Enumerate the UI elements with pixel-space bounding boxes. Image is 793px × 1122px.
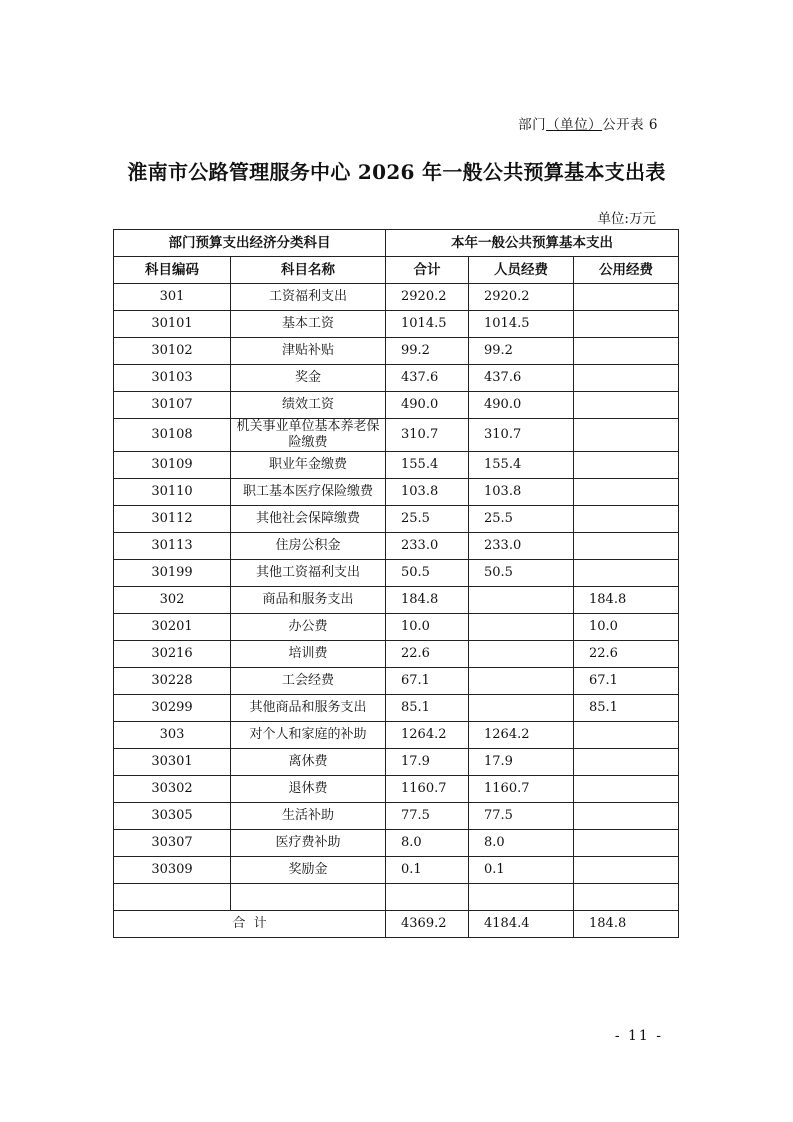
table-row [114,830,679,857]
cell-name: 其他商品和服务支出 [231,695,386,722]
budget-table [113,229,679,938]
cell-personnel [469,668,574,695]
cell-public [574,560,679,587]
cell-public [574,452,679,479]
cell-public [574,284,679,311]
cell-total: 437.6 [386,365,469,392]
cell-public [574,365,679,392]
cell-code: 30199 [114,560,231,587]
cell-code: 30228 [114,668,231,695]
cell-name: 住房公积金 [231,533,386,560]
cell-code: 30299 [114,695,231,722]
cell-code: 30109 [114,452,231,479]
table-body [114,284,679,911]
cell-personnel: 1264.2 [469,722,574,749]
group-header-row [114,230,679,257]
cell-name: 职业年金缴费 [231,452,386,479]
cell-personnel: 99.2 [469,338,574,365]
cell-total: 310.7 [386,419,469,452]
cell-personnel: 50.5 [469,560,574,587]
cell-code: 30102 [114,338,231,365]
cell-public [574,419,679,452]
table-row [114,338,679,365]
cell-total: 2920.2 [386,284,469,311]
table-row [114,884,679,911]
cell-code: 30302 [114,776,231,803]
column-header-personnel: 人员经费 [469,257,574,284]
cell-code: 30307 [114,830,231,857]
cell-total [386,884,469,911]
cell-code: 30108 [114,419,231,452]
cell-name: 其他工资福利支出 [231,560,386,587]
cell-personnel: 103.8 [469,479,574,506]
cell-public [574,884,679,911]
unit-label: 单位:万元 [597,211,656,227]
cell-code: 302 [114,587,231,614]
cell-name: 奖金 [231,365,386,392]
cell-total: 184.8 [386,587,469,614]
cell-code: 30309 [114,857,231,884]
cell-total: 22.6 [386,641,469,668]
table-row [114,506,679,533]
cell-personnel: 310.7 [469,419,574,452]
cell-name: 职工基本医疗保险缴费 [231,479,386,506]
cell-personnel: 155.4 [469,452,574,479]
form-label-suffix: 公开表 6 [602,117,658,133]
table-row [114,695,679,722]
cell-total: 77.5 [386,803,469,830]
cell-public [574,338,679,365]
cell-code: 30301 [114,749,231,776]
cell-name: 办公费 [231,614,386,641]
cell-total: 8.0 [386,830,469,857]
cell-code: 30201 [114,614,231,641]
table-row [114,419,679,452]
column-header-row [114,257,679,284]
table-row [114,749,679,776]
form-label [518,113,658,133]
table-row [114,776,679,803]
cell-code: 30113 [114,533,231,560]
cell-code: 301 [114,284,231,311]
cell-public [574,722,679,749]
table-row [114,452,679,479]
cell-public [574,479,679,506]
cell-public [574,776,679,803]
cell-code: 30101 [114,311,231,338]
table-row [114,587,679,614]
group-header-basic-expenditure: 本年一般公共预算基本支出 [386,230,679,257]
cell-personnel: 17.9 [469,749,574,776]
cell-public: 22.6 [574,641,679,668]
cell-public [574,749,679,776]
cell-total: 1014.5 [386,311,469,338]
cell-name [231,884,386,911]
cell-personnel: 1160.7 [469,776,574,803]
document-title: 淮南市公路管理服务中心 2026 年一般公共预算基本支出表 [127,160,666,184]
table-row [114,365,679,392]
cell-public [574,803,679,830]
cell-name: 机关事业单位基本养老保险缴费 [231,419,386,452]
cell-name: 工资福利支出 [231,284,386,311]
cell-code [114,884,231,911]
cell-total: 85.1 [386,695,469,722]
cell-name: 基本工资 [231,311,386,338]
cell-public: 184.8 [574,587,679,614]
cell-name: 离休费 [231,749,386,776]
table-row [114,668,679,695]
cell-total: 25.5 [386,506,469,533]
total-sum: 4369.2 [386,911,469,938]
cell-total: 490.0 [386,392,469,419]
cell-total: 155.4 [386,452,469,479]
cell-code: 30110 [114,479,231,506]
cell-name: 工会经费 [231,668,386,695]
cell-public [574,392,679,419]
cell-personnel: 77.5 [469,803,574,830]
column-header-total: 合计 [386,257,469,284]
cell-public: 67.1 [574,668,679,695]
table-row [114,533,679,560]
cell-name: 商品和服务支出 [231,587,386,614]
form-label-prefix: 部门 [518,117,547,133]
cell-personnel [469,641,574,668]
cell-name: 医疗费补助 [231,830,386,857]
cell-total: 103.8 [386,479,469,506]
cell-code: 30305 [114,803,231,830]
cell-personnel [469,614,574,641]
cell-total: 99.2 [386,338,469,365]
cell-personnel: 0.1 [469,857,574,884]
cell-name: 绩效工资 [231,392,386,419]
cell-name: 生活补助 [231,803,386,830]
cell-code: 30103 [114,365,231,392]
cell-name: 津贴补贴 [231,338,386,365]
table-row [114,311,679,338]
cell-total: 1160.7 [386,776,469,803]
cell-personnel: 25.5 [469,506,574,533]
cell-name: 退休费 [231,776,386,803]
total-public: 184.8 [574,911,679,938]
group-header-classification: 部门预算支出经济分类科目 [114,230,386,257]
cell-name: 对个人和家庭的补助 [231,722,386,749]
cell-code: 30107 [114,392,231,419]
table-row [114,722,679,749]
cell-personnel: 8.0 [469,830,574,857]
table-row [114,392,679,419]
cell-personnel: 233.0 [469,533,574,560]
cell-public [574,830,679,857]
total-label: 合 计 [114,911,386,938]
column-header-public: 公用经费 [574,257,679,284]
cell-name: 其他社会保障缴费 [231,506,386,533]
cell-code: 303 [114,722,231,749]
cell-personnel: 2920.2 [469,284,574,311]
cell-code: 30112 [114,506,231,533]
cell-personnel: 1014.5 [469,311,574,338]
form-label-unit: （单位） [546,117,603,133]
table-row [114,803,679,830]
cell-public [574,311,679,338]
page-number: - 11 - [614,1028,663,1044]
table-row [114,560,679,587]
table-row [114,857,679,884]
table-row [114,641,679,668]
cell-total: 10.0 [386,614,469,641]
table-row [114,479,679,506]
column-header-name: 科目名称 [231,257,386,284]
cell-personnel [469,884,574,911]
cell-personnel: 490.0 [469,392,574,419]
table-row [114,284,679,311]
cell-total: 67.1 [386,668,469,695]
cell-public: 10.0 [574,614,679,641]
cell-personnel [469,587,574,614]
cell-total: 0.1 [386,857,469,884]
cell-total: 1264.2 [386,722,469,749]
cell-personnel: 437.6 [469,365,574,392]
cell-total: 50.5 [386,560,469,587]
cell-total: 17.9 [386,749,469,776]
cell-public: 85.1 [574,695,679,722]
column-header-code: 科目编码 [114,257,231,284]
cell-total: 233.0 [386,533,469,560]
table-row [114,614,679,641]
cell-personnel [469,695,574,722]
cell-public [574,533,679,560]
cell-code: 30216 [114,641,231,668]
cell-name: 奖励金 [231,857,386,884]
cell-public [574,857,679,884]
cell-public [574,506,679,533]
total-personnel: 4184.4 [469,911,574,938]
total-row [114,911,679,938]
cell-name: 培训费 [231,641,386,668]
